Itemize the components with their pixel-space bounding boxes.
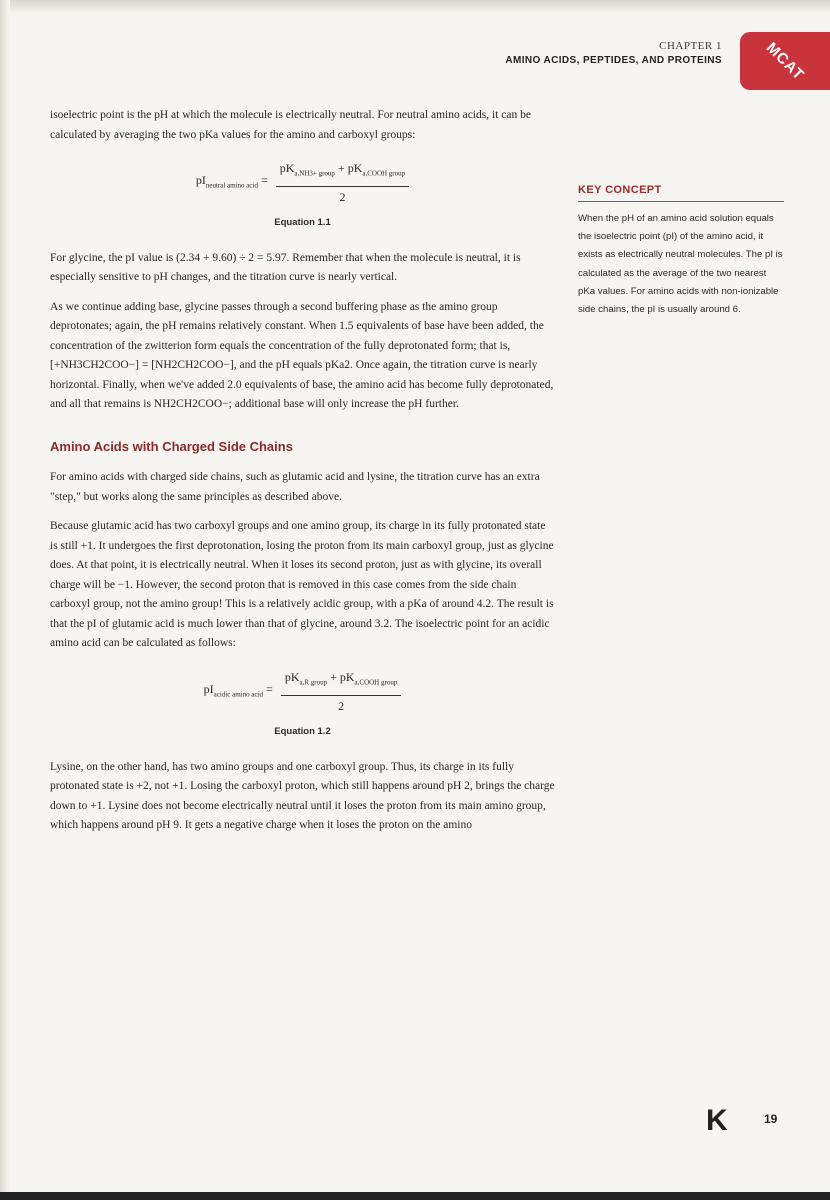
mcat-tab [740, 32, 830, 90]
equation-lhs: $pI_{neutral amino acid}$ = [195, 172, 268, 190]
paragraph-second-buffering: As we continue adding base, glycine passes through a second buffering phase as the amino group deprotonates; again, the pH remains relatively constant. When 1.5 equivalents of base have been added, the concentration of the zwitterion form equals the concentration of the fully deprotonated form; that is, [+NH3CH2COO−] = [NH2CH2COO−], and the pH equals pKa2. Once again, the titration curve is nearly horizontal. Finally, when we've added 2.0 equivalents of base, the amino acid has become fully deprotonated, and all that remains is NH2CH2COO−; additional base will only increase the pH further. [50, 300, 554, 411]
equation-label: Equation 1.2 [274, 726, 331, 738]
chapter-title: AMINO ACIDS, PEPTIDES, AND PROTEINS [505, 55, 722, 66]
page-number: 19 [764, 1112, 778, 1126]
key-concept-heading: KEY CONCEPT [578, 184, 784, 202]
paragraph-glutamic-acid: Because glutamic acid has two carboxyl groups and one amino group, its charge in its fully protonated state is still +1. It undergoes the first deprotonation, losing the proton from its main carboxyl group, just as glycine does. At that point, it is electrically neutral. When it loses its second proton, just as with glycine, its overall charge will be −1. However, the second proton that is removed in this case comes from the side chain carboxyl group, not the amino group! This is a relatively acidic group, with a pKa of around 4.2. The result is that the pI of glutamic acid is much lower than that of glycine, around 3.2. The isoelectric point for an acidic amino acid can be calculated as follows: [50, 520, 554, 650]
equation-numerator: $pK_{a,NH3+ group} + pK_{a,COOH group}$ [276, 159, 409, 187]
equation-denominator: 2 [339, 189, 346, 204]
paragraph-glycine-pi: For glycine, the pI value is (2.34 + 9.60) ÷ 2 = 5.97. Remember that when the molecule is neutral, it is especially sensitive to pH changes, and the titration curve is nearly vertical. [50, 251, 521, 284]
equation-fraction [281, 668, 402, 716]
running-header [505, 40, 722, 66]
main-text-column [50, 106, 555, 846]
paragraph-isoelectric: isoelectric point is the pH at which the molecule is electrically neutral. For neutral amino acids, it can be calculated by averaging the two pKa values for the amino and carboxyl groups: [50, 109, 531, 141]
equation-lhs: $pI_{acidic amino acid}$ = [203, 681, 273, 699]
chapter-label: CHAPTER 1 [659, 40, 722, 52]
paragraph-lysine: Lysine, on the other hand, has two amino groups and one carboxyl group. Thus, its charge in its fully protonated state is +2, not +1. Losing the carboxyl proton, which still happens around pH 2, brings the charge down to +1. Lysine does not become electrically neutral until it loses the proton from its main amino group, which happens around pH 9. It gets a negative charge when it loses the proton on the amino [50, 760, 555, 832]
equation-denominator: 2 [338, 698, 345, 713]
mcat-logo: MCAT [762, 38, 808, 84]
paragraph-charged-side-chains: For amino acids with charged side chains, such as glutamic acid and lysine, the titration curve has an extra "step," but works along the same principles as described above. [50, 471, 540, 503]
equation-1-2 [50, 668, 555, 716]
page-edge-top [0, 0, 830, 14]
equation-numerator: $pK_{a,R group} + pK_{a,COOH group}$ [281, 668, 402, 696]
equation-label: Equation 1.1 [274, 217, 331, 229]
kaplan-logo: K [706, 1104, 726, 1137]
equation-1-1 [50, 159, 555, 207]
equation-fraction [276, 159, 409, 207]
page-edge-left [0, 0, 10, 1200]
page-edge-bottom [0, 1192, 830, 1200]
key-concept-sidebar [578, 184, 784, 319]
section-heading: Amino Acids with Charged Side Chains [50, 438, 293, 454]
key-concept-body: When the pH of an amino acid solution equals the isoelectric point (pI) of the amino acid, it exists as electrically neutral molecules. The pI is calculated as the average of the two nearest pKa values. For amino acids with non-ionizable side chains, the pI is usually around 6. [578, 213, 783, 316]
